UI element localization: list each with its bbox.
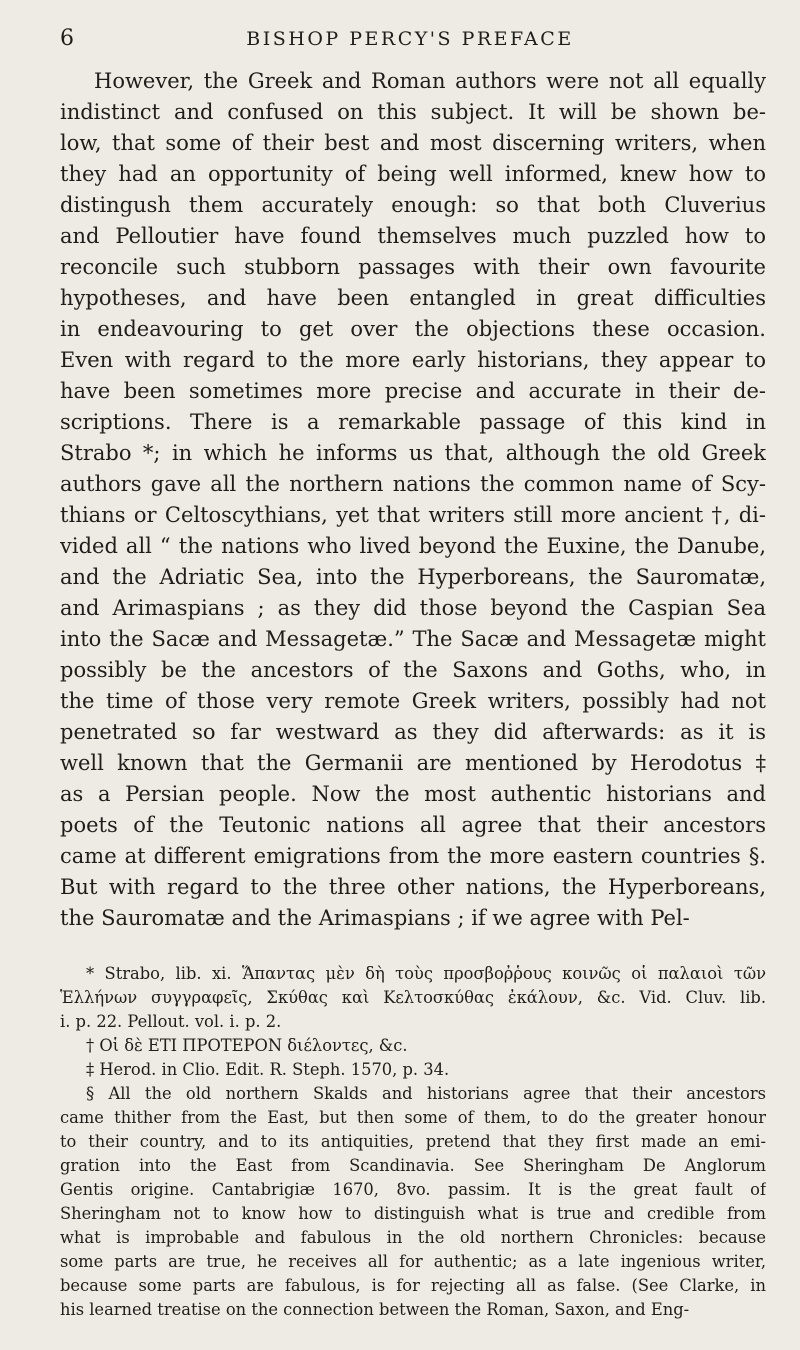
- text-line: authors gave all the northern nations the common name of Scy-: [60, 472, 766, 496]
- text-line: Strabo *; in which he informs us that, although the old Greek: [60, 441, 766, 465]
- text-line: But with regard to the three other nations, the Hyperboreans,: [60, 875, 766, 899]
- text-line: thians or Celtoscythians, yet that writers still more ancient †, di-: [60, 503, 766, 527]
- footnote-line: * Strabo, lib. xi. Ἅπαντας μὲν δὴ τοὺς προσβοῤῥους κοινῶς οἱ παλαιοὶ τῶν: [86, 964, 766, 983]
- footnote-line: † Οἱ δὲ ΕΤΙ ΠΡΟΤΕΡΟΝ διέλοντες, &c.: [86, 1036, 408, 1055]
- text-line: and Arimaspians ; as they did those beyond the Caspian Sea: [60, 596, 766, 620]
- footnote-line: ‡ Herod. in Clio. Edit. R. Steph. 1570, p. 34.: [86, 1060, 450, 1079]
- text-line: as a Persian people. Now the most authentic historians and: [60, 782, 766, 806]
- text-line: penetrated so far westward as they did afterwards: as it is: [60, 720, 766, 744]
- text-line: reconcile such stubborn passages with their own favourite: [60, 255, 766, 279]
- text-line: indistinct and confused on this subject. It will be shown be-: [60, 100, 766, 124]
- text-line: and the Adriatic Sea, into the Hyperboreans, the Sauromatæ,: [60, 565, 766, 589]
- text-line: and Pelloutier have found themselves much puzzled how to: [60, 224, 766, 248]
- text-line: poets of the Teutonic nations all agree that their ancestors: [60, 813, 766, 837]
- text-line: Even with regard to the more early historians, they appear to: [60, 348, 766, 372]
- text-line: into the Sacæ and Messagetæ.” The Sacæ and Messagetæ might: [60, 627, 766, 651]
- text-line: scriptions. There is a remarkable passage of this kind in: [60, 410, 766, 434]
- footnote-line: Gentis origine. Cantabrigiæ 1670, 8vo. passim. It is the great fault of: [60, 1180, 766, 1199]
- footnote-line: because some parts are fabulous, is for rejecting all as false. (See Clarke, in: [60, 1276, 766, 1295]
- footnote-line: gration into the East from Scandinavia. See Sheringham De Anglorum: [60, 1156, 766, 1175]
- text-line: vided all “ the nations who lived beyond the Euxine, the Danube,: [60, 534, 766, 558]
- text-line: However, the Greek and Roman authors were not all equally: [94, 69, 766, 93]
- footnote-line: Sheringham not to know how to distinguish what is true and credible from: [60, 1204, 766, 1223]
- text-line: distingush them accurately enough: so that both Cluverius: [60, 193, 766, 217]
- text-line: the Sauromatæ and the Arimaspians ; if we agree with Pel-: [60, 906, 690, 930]
- body-paragraph: [60, 66, 766, 934]
- footnote-line: some parts are true, he receives all for authentic; as a late ingenious writer,: [60, 1252, 766, 1271]
- text-line: have been sometimes more precise and accurate in their de-: [60, 379, 766, 403]
- page-number: 6: [60, 26, 74, 51]
- footnote-line: to their country, and to its antiquities, pretend that they first made an emi-: [60, 1132, 766, 1151]
- text-line: came at different emigrations from the more eastern countries §.: [60, 844, 766, 868]
- footnote-line: Ἑλλήνων συγγραφεῖς, Σκύθας καὶ Κελτοσκύθας ἐκάλουν, &c. Vid. Cluv. lib.: [60, 988, 766, 1007]
- text-line: they had an opportunity of being well informed, knew how to: [60, 162, 766, 186]
- footnote-line: § All the old northern Skalds and historians agree that their ancestors: [86, 1084, 766, 1103]
- text-line: low, that some of their best and most discerning writers, when: [60, 131, 766, 155]
- text-line: the time of those very remote Greek writers, possibly had not: [60, 689, 766, 713]
- page-header: [60, 26, 760, 56]
- footnote-line: i. p. 22. Pellout. vol. i. p. 2.: [60, 1012, 282, 1031]
- running-head: BISHOP PERCY'S PREFACE: [246, 28, 574, 50]
- footnote-line: came thither from the East, but then some of them, to do the greater honour: [60, 1108, 766, 1127]
- footnote-line: his learned treatise on the connection between the Roman, Saxon, and Eng-: [60, 1300, 690, 1319]
- footnote-line: what is improbable and fabulous in the old northern Chronicles: because: [60, 1228, 766, 1247]
- footnotes: [60, 962, 766, 1322]
- text-line: possibly be the ancestors of the Saxons and Goths, who, in: [60, 658, 766, 682]
- text-line: well known that the Germanii are mentioned by Herodotus ‡: [60, 751, 766, 775]
- text-line: in endeavouring to get over the objections these occasion.: [60, 317, 766, 341]
- text-line: hypotheses, and have been entangled in great difficulties: [60, 286, 766, 310]
